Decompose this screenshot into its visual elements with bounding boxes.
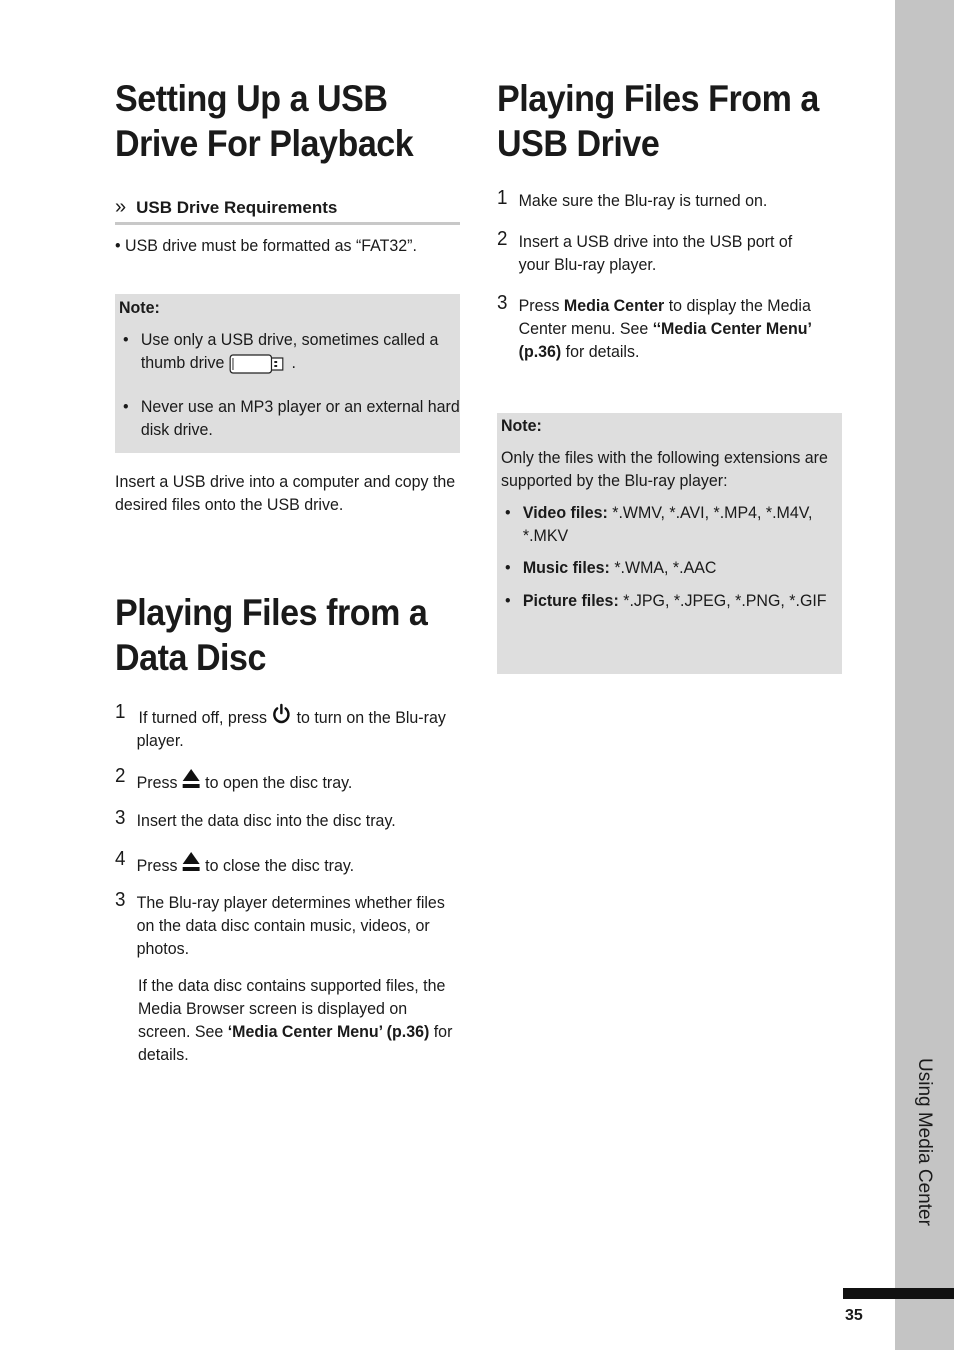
chapter-label: Using Media Center [914,1058,935,1226]
subhead-divider [115,222,460,225]
note-intro: Only the files with the following extensions are supported by the Blu-ray player: [501,448,828,490]
disc-step: 3 The Blu-ray player determines whether files on the data disc contain music, videos, or photos. [115,889,445,958]
thumb-drive-icon [229,353,287,375]
requirement-text: • USB drive must be formatted as “FAT32”. [115,236,417,255]
usb-requirements-subhead: » USB Drive Requirements [115,196,338,218]
usb-step: 2 Insert a USB drive into the USB port of your Blu-ray player. [497,228,793,274]
file-type-item: • Picture files: *.JPG, *.JPEG, *.PNG, *.GIF [505,591,827,610]
followup-text: If the data disc contains supported files, the Media Browser screen is displayed on screen. See ‘Media Center Menu’ (p.36) for details. [138,976,453,1064]
usb-step: 3 Press Media Center to display the Media Center menu. See ‘‘Media Center Menu’ (p.36) for details. [497,292,812,361]
chevron-icon: » [115,196,127,218]
note-title: Note: [119,298,160,317]
file-type-item: • Music files: *.WMA, *.AAC [505,558,717,577]
page-number: 35 [845,1307,863,1324]
file-type-item: • Video files: *.WMV, *.AVI, *.MP4, *.M4V, *.MKV [505,503,813,545]
disc-step: 4 Press to close the disc tray. [115,848,355,875]
disc-step: 2 Press to open the disc tray. [115,765,353,792]
usb-step: 1 Make sure the Blu-ray is turned on. [497,187,768,210]
note-bullet: • Use only a USB drive, sometimes called a thumb drive . [123,328,447,375]
insert-instructions: Insert a USB drive into a computer and copy the desired files onto the USB drive. [115,472,456,514]
disc-step: 3 Insert the data disc into the disc tray. [115,807,396,830]
file-types-note-box [497,413,842,674]
usb-setup-heading: Setting Up a USB Drive For Playback [115,78,414,164]
usb-playback-heading: Playing Files From a USB Drive [497,78,819,164]
note-title: Note: [501,416,542,435]
eject-icon [182,850,201,872]
note-bullet: • Never use an MP3 player or an external hard disk drive. [123,397,460,439]
data-disc-heading: Playing Files from a Data Disc [115,592,428,678]
power-icon [271,703,292,725]
disc-step: 1 If turned off, press to turn on the Blu-ray player. [115,701,446,750]
media-center-menu-ref: ‘Media Center Menu’ (p.36) [227,1022,430,1041]
usb-note-box [115,294,460,453]
eject-icon [182,767,201,789]
page-number-bar [843,1288,954,1299]
